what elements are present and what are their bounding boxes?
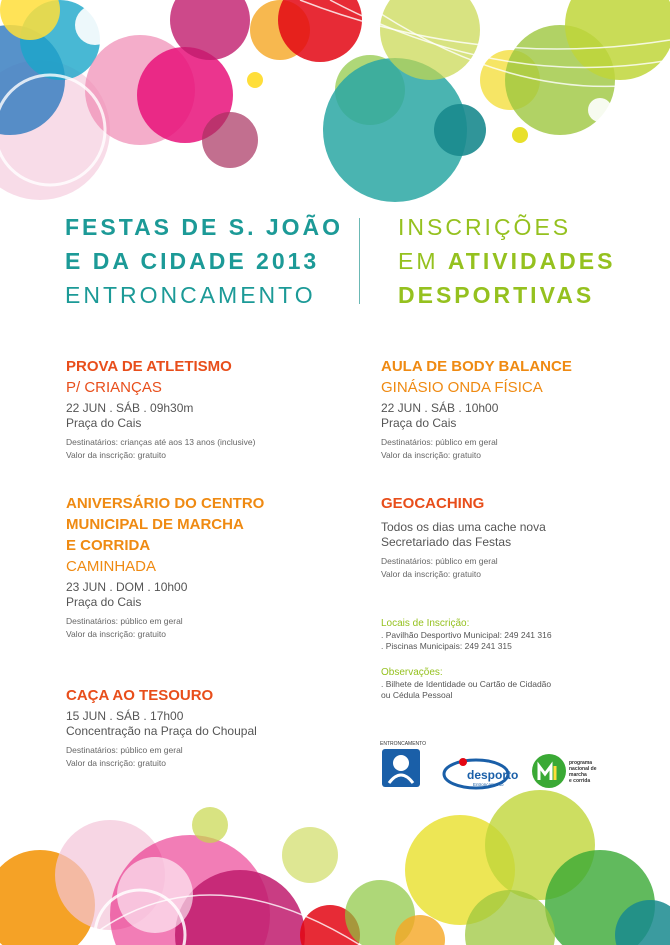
registration-title-line1: INSCRIÇÕES <box>398 214 572 240</box>
event-datetime: 23 JUN . DOM . 10h00 <box>66 580 188 594</box>
event-place: Concentração na Praça do Choupal <box>66 724 257 738</box>
event-fee: Valor da inscrição: gratuito <box>66 629 167 639</box>
observations-heading: Observações: <box>381 667 443 678</box>
event-place: Praça do Cais <box>66 416 142 430</box>
event-target: Destinatários: público em geral <box>66 745 183 755</box>
desporto-logo-subtext: Entroncamento <box>473 782 504 787</box>
event-title: AULA DE BODY BALANCE <box>381 358 572 375</box>
desporto-logo-text: desporto <box>467 768 519 782</box>
event-title-line1: ANIVERSÁRIO DO CENTRO <box>66 495 265 512</box>
event-subtitle: CAMINHADA <box>66 558 157 575</box>
event-geocaching <box>381 493 651 581</box>
event-place: Praça do Cais <box>381 416 457 430</box>
event-target: Destinatários: público em geral <box>66 616 183 626</box>
event-place: Praça do Cais <box>66 595 142 609</box>
event-title: GEOCACHING <box>381 495 485 512</box>
event-line1: Todos os dias uma cache nova <box>381 520 546 534</box>
marcha-logo-line1: programa <box>569 760 593 766</box>
event-details <box>381 401 651 431</box>
event-datetime: 22 JUN . SÁB . 10h00 <box>381 401 499 415</box>
event-subtitle: P/ CRIANÇAS <box>66 379 162 396</box>
event-title: CAÇA AO TESOURO <box>66 687 214 704</box>
festival-title-line2: E DA CIDADE 2013 <box>65 248 320 274</box>
event-fee: Valor da inscrição: gratuito <box>381 569 482 579</box>
location-piscinas: . Piscinas Municipais: 249 241 315 <box>381 641 512 651</box>
event-info <box>66 744 336 770</box>
header-divider <box>359 218 360 304</box>
location-pavilhao: . Pavilhão Desportivo Municipal: 249 241 316 <box>381 630 552 640</box>
marcha-logo-line3: marcha <box>569 772 587 778</box>
event-atletismo <box>66 356 336 462</box>
locations-heading: Locais de Inscrição: <box>381 618 470 629</box>
festival-title-block <box>65 210 343 312</box>
event-subtitle: GINÁSIO ONDA FÍSICA <box>381 379 543 396</box>
registration-title-line3: DESPORTIVAS <box>398 282 595 308</box>
observation-line2: ou Cédula Pessoal <box>381 690 453 700</box>
registration-title-block <box>398 210 615 312</box>
registration-title-line2: EM ATIVIDADES <box>398 248 616 274</box>
event-info <box>66 436 336 462</box>
event-details <box>66 709 336 739</box>
festival-title-line1: FESTAS DE S. JOÃO <box>65 214 344 240</box>
event-target: Destinatários: público em geral <box>381 556 498 566</box>
marcha-logo-line2: nacional de <box>569 766 597 772</box>
entroncamento-emblem-icon <box>380 747 422 789</box>
event-info <box>381 436 651 462</box>
top-bubble-decoration <box>0 0 670 200</box>
event-fee: Valor da inscrição: gratuito <box>381 450 482 460</box>
event-fee: Valor da inscrição: gratuito <box>66 450 167 460</box>
event-info <box>66 615 336 641</box>
event-datetime: 22 JUN . SÁB . 09h30m <box>66 401 194 415</box>
event-target: Destinatários: público em geral <box>381 437 498 447</box>
event-title-line2: MUNICIPAL DE MARCHA <box>66 516 244 533</box>
event-title-line3: E CORRIDA <box>66 537 151 554</box>
registration-locations <box>381 617 621 652</box>
event-line2: Secretariado das Festas <box>381 535 512 549</box>
event-details <box>66 401 336 431</box>
observations <box>381 666 621 701</box>
event-info <box>381 555 651 581</box>
observation-line1: . Bilhete de Identidade ou Cartão de Cidadão <box>381 679 552 689</box>
event-title: PROVA DE ATLETISMO <box>66 358 232 375</box>
event-target: Destinatários: crianças até aos 13 anos (inclusive) <box>66 437 256 447</box>
event-details <box>66 580 336 610</box>
event-body-balance <box>381 356 651 462</box>
event-aniversario <box>66 493 336 641</box>
festival-city: ENTRONCAMENTO <box>65 282 316 308</box>
event-fee: Valor da inscrição: gratuito <box>66 758 167 768</box>
bottom-bubble-decoration <box>0 785 670 945</box>
event-datetime: 15 JUN . SÁB . 17h00 <box>66 709 184 723</box>
entroncamento-logo-caption: ENTRONCAMENTO <box>380 741 427 747</box>
event-tesouro <box>66 685 336 770</box>
marcha-logo-line4: e corrida <box>569 778 591 784</box>
event-details <box>381 520 651 550</box>
